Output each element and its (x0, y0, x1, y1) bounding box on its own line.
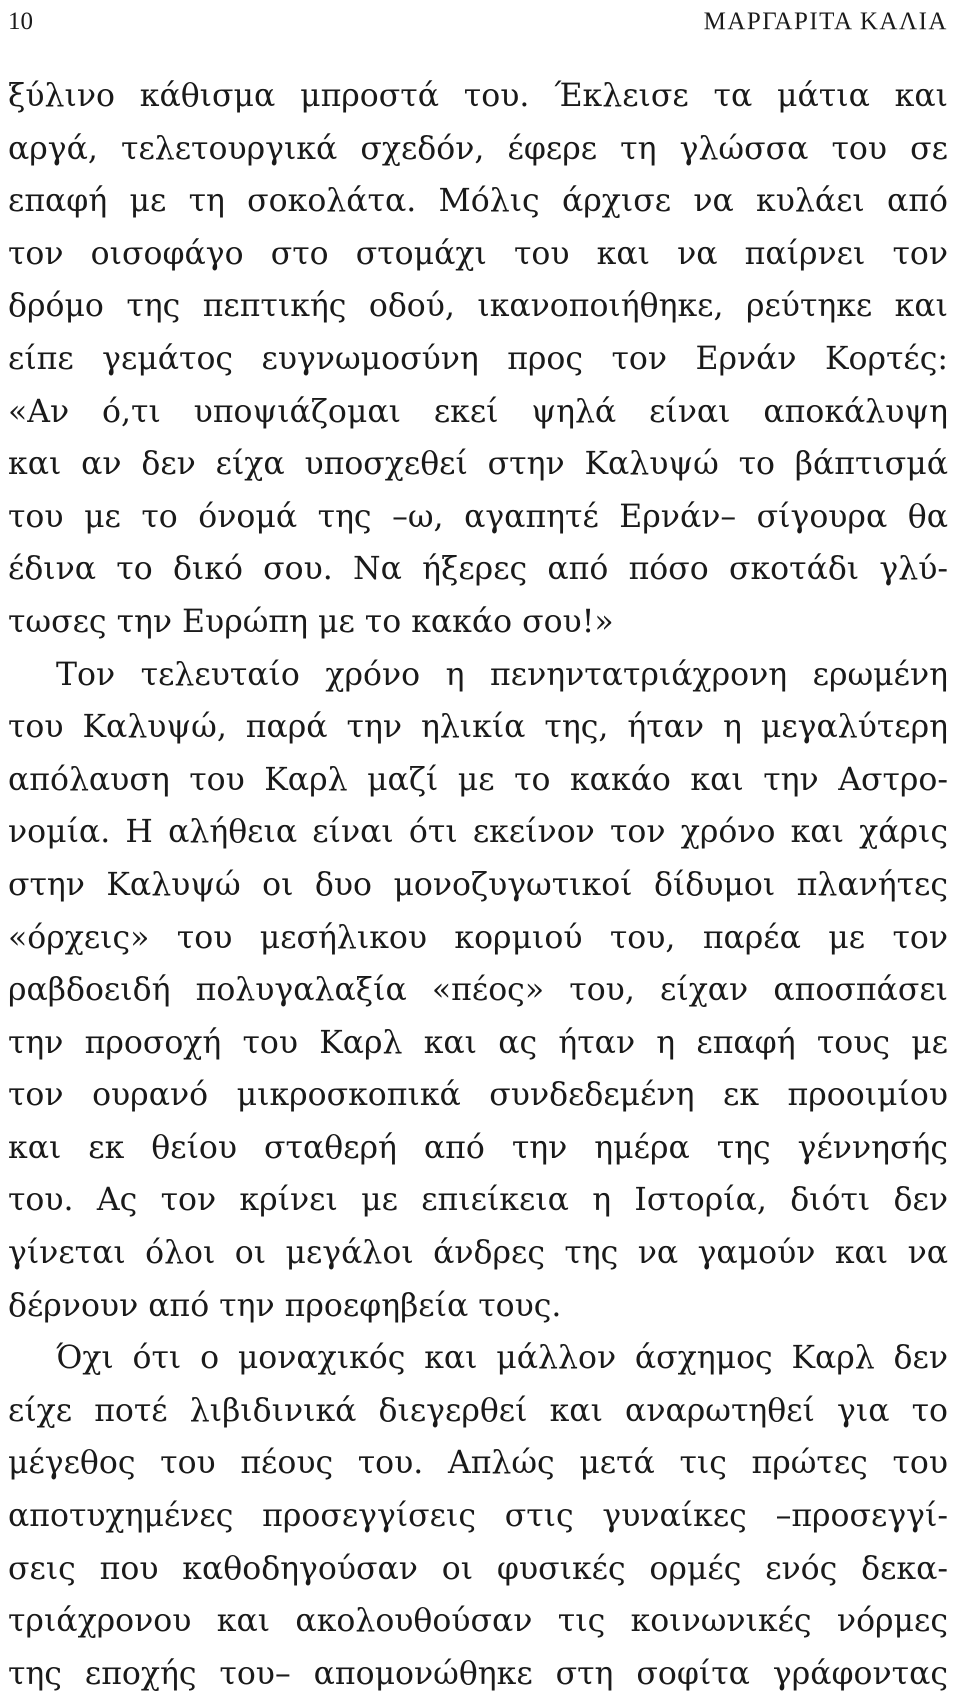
text-line: στην Καλυψώ οι δυο μονοζυγωτικοί δίδυμοι πλανήτες (8, 866, 948, 903)
text-line: τωσες την Ευρώπη με το κακάο σου!» (8, 603, 614, 640)
text-line: είπε γεμάτος ευγνωμοσύνη προς τον Ερνάν Κορτές: (8, 340, 948, 377)
text-line: έδινα το δικό σου. Να ήξερες από πόσο σκοτάδι γλύ- (8, 551, 948, 588)
text-line: σεις που καθοδηγούσαν οι φυσικές ορμές ενός δεκα- (8, 1550, 948, 1587)
text-line: επαφή με τη σοκολάτα. Μόλις άρχισε να κυλάει από (8, 183, 948, 220)
text-line: γίνεται όλοι οι μεγάλοι άνδρες της να γαμούν και να (8, 1235, 948, 1272)
text-line: ραβδοειδή πολυγαλαξία «πέος» του, είχαν αποσπάσει (8, 972, 948, 1009)
text-line: νομία. Η αλήθεια είναι ότι εκείνον τον χρόνο και χάρις (8, 814, 948, 851)
text-line: δρόμο της πεπτικής οδού, ικανοποιήθηκε, ρεύτηκε και (8, 288, 948, 325)
text-line: δέρνουν από την προεφηβεία τους. (8, 1287, 562, 1324)
body-text (8, 70, 948, 1700)
text-line: είχε ποτέ λιβιδινικά διεγερθεί και αναρωτηθεί για το (8, 1392, 948, 1429)
text-line: του. Ας τον κρίνει με επιείκεια η Ιστορία, διότι δεν (8, 1182, 948, 1219)
text-line: την προσοχή του Καρλ και ας ήταν η επαφή τους με (8, 1024, 948, 1061)
text-line: αργά, τελετουργικά σχεδόν, έφερε τη γλώσσα του σε (8, 130, 948, 167)
text-line: τον ουρανό μικροσκοπικά συνδεδεμένη εκ προοιμίου (8, 1077, 948, 1114)
running-head-author: ΜΑΡΓΑΡΙΤΑ ΚΑΛΙΑ (703, 8, 948, 35)
text-line: «όρχεις» του μεσήλικου κορμιού του, παρέα με τον (8, 919, 948, 956)
page-number: 10 (8, 8, 33, 35)
text-line: της εποχής του– απομονώθηκε στη σοφίτα γράφοντας (8, 1655, 948, 1692)
text-line: τον οισοφάγο στο στομάχι του και να παίρνει τον (8, 235, 948, 272)
text-line: αποτυχημένες προσεγγίσεις στις γυναίκες –προσεγγί- (8, 1498, 948, 1535)
book-page (8, 0, 948, 1692)
text-line: Τον τελευταίο χρόνο η πενηντατριάχρονη ερωμένη (56, 656, 948, 693)
text-line: τριάχρονου και ακολουθούσαν τις κοινωνικές νόρμες (8, 1603, 948, 1640)
text-line: «Αν ό,τι υποψιάζομαι εκεί ψηλά είναι αποκάλυψη (8, 393, 948, 430)
text-line: του Καλυψώ, παρά την ηλικία της, ήταν η μεγαλύτερη (8, 709, 948, 746)
text-line: Όχι ότι ο μοναχικός και μάλλον άσχημος Καρλ δεν (56, 1340, 948, 1377)
text-line: και εκ θείου σταθερή από την ημέρα της γέννησής (8, 1129, 948, 1166)
page-header (8, 2, 948, 42)
text-line: ξύλινο κάθισμα μπροστά του. Έκλεισε τα μάτια και (8, 78, 948, 114)
text-line: του με το όνομά της –ω, αγαπητέ Ερνάν– σίγουρα θα (8, 498, 948, 535)
text-line: απόλαυση του Καρλ μαζί με το κακάο και την Αστρο- (8, 761, 948, 798)
text-line: μέγεθος του πέους του. Απλώς μετά τις πρώτες του (8, 1445, 948, 1482)
text-line: και αν δεν είχα υποσχεθεί στην Καλυψώ το βάπτισμά (8, 446, 948, 483)
